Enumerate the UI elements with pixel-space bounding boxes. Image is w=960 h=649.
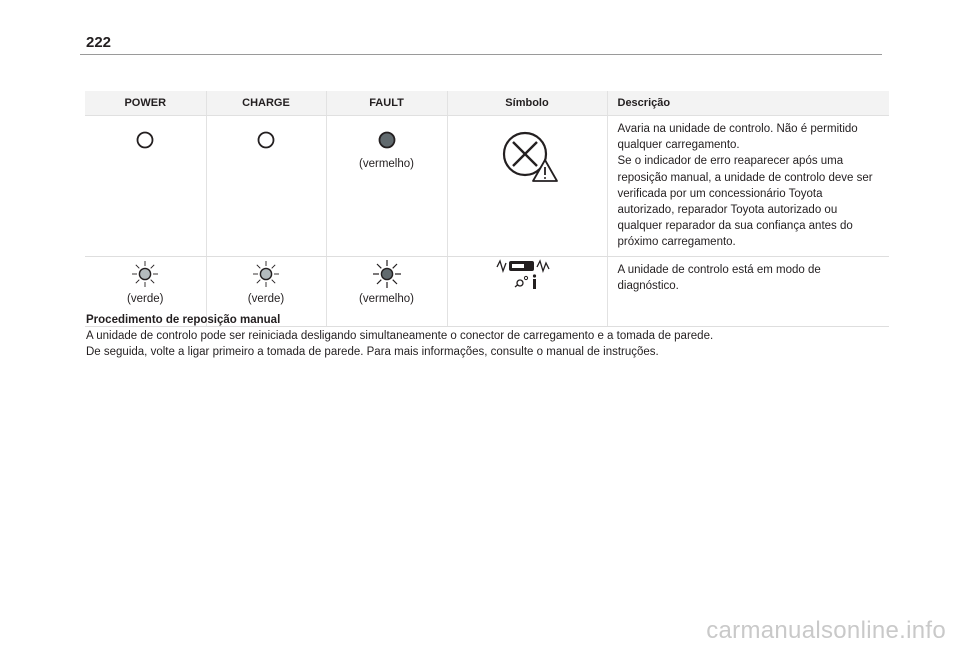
page-number: 222 <box>86 34 112 51</box>
reset-procedure <box>86 312 713 360</box>
table-header-row <box>85 91 889 116</box>
procedure-line: A unidade de controlo pode ser reiniciada desligando simultaneamente o conector de carregamento e a tomada de parede. <box>86 330 714 342</box>
header-symbol: Símbolo <box>447 91 607 116</box>
procedure-line: De seguida, volte a ligar primeiro a tomada de parede. Para mais informações, consulte o manual de instruções. <box>86 346 659 358</box>
description-text: Avaria na unidade de controlo. Não é permitido qualquer carregamento. Se o indicador de erro reaparecer após uma reposição manual, a unidade de controlo deve ser verificada por um concessionário Toyota autorizado, reparador Toyota autorizado ou qualquer reparador da sua confiança antes do próximo carregamento. <box>617 123 873 249</box>
watermark: carmanualsonline.info <box>706 617 946 644</box>
led-status-table <box>85 91 889 327</box>
fault-cell <box>326 116 447 257</box>
led-flashing-green-icon <box>251 257 281 291</box>
description-text: A unidade de controlo está em modo de diagnóstico. <box>617 264 821 293</box>
led-on-red-icon <box>372 116 402 156</box>
led-caption: (vermelho) <box>359 158 414 170</box>
led-off-icon <box>251 116 281 156</box>
table-row <box>85 116 889 257</box>
header-fault: FAULT <box>326 91 447 116</box>
header-description: Descrição <box>607 91 889 116</box>
led-caption: (verde) <box>247 293 285 305</box>
diagnostic-mode-icon <box>491 257 563 291</box>
header-charge: CHARGE <box>206 91 326 116</box>
header-power: POWER <box>85 91 206 116</box>
power-cell <box>85 116 206 257</box>
procedure-title: Procedimento de reposição manual <box>86 314 281 326</box>
charge-cell <box>206 116 326 257</box>
led-caption: (vermelho) <box>359 293 414 305</box>
top-divider <box>80 54 882 55</box>
control-unit-fault-icon <box>487 116 567 186</box>
led-caption: (verde) <box>127 293 164 305</box>
led-off-icon <box>130 116 160 156</box>
led-flashing-green-icon <box>130 257 160 291</box>
description-cell <box>607 116 889 257</box>
led-flashing-red-icon <box>372 257 402 291</box>
symbol-cell <box>447 116 607 257</box>
